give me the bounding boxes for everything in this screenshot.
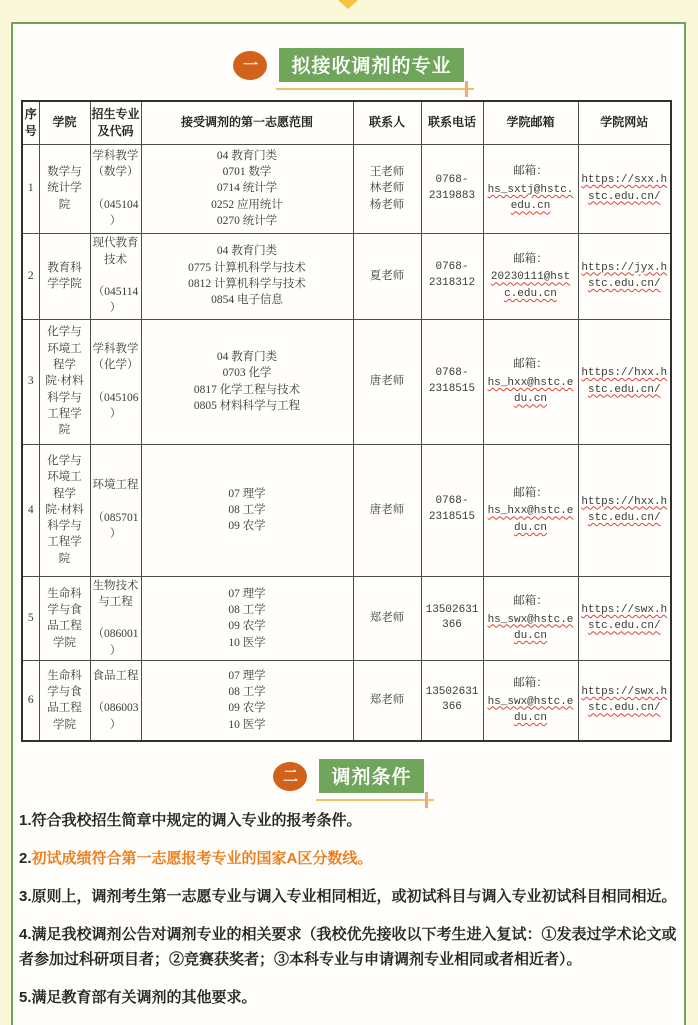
website-cell [578, 661, 671, 741]
condition-item [19, 808, 680, 833]
phone-cell: 0768- 2319883 [421, 144, 483, 233]
condition-text: 符合我校招生简章中规定的调入专业的报考条件。 [31, 812, 362, 829]
email-label: 邮箱： [513, 165, 548, 178]
condition-number: 4. [19, 926, 32, 943]
section-2-number-badge [273, 762, 307, 791]
college-cell: 数学与 统计学 院 [39, 144, 90, 233]
email-address: hs_sxtj@hstc.edu.cn [487, 183, 574, 213]
college-cell: 教育科 学学院 [39, 233, 90, 319]
email-label: 邮箱： [513, 252, 548, 265]
table-row [22, 233, 671, 319]
website-link[interactable]: https://hxx.hstc.edu.cn/ [581, 367, 668, 396]
website-cell [578, 144, 671, 233]
website-link[interactable]: https://hxx.hstc.edu.cn/ [581, 495, 668, 524]
condition-text-highlighted: 初试成绩符合第一志愿报考专业的国家A区分数线。 [31, 850, 373, 867]
section-2-header [13, 759, 684, 793]
website-cell [578, 444, 671, 576]
contact-cell: 郑老师 [353, 661, 421, 741]
serial-cell: 1 [22, 144, 39, 233]
email-cell [483, 576, 578, 661]
phone-cell: 13502631 366 [421, 576, 483, 661]
section-1-title-badge: 拟接收调剂的专业 [279, 48, 463, 82]
condition-text: 满足我校调剂公告对调剂专业的相关要求（我校优先接收以下考生进入复试：①发表过学术论文或者参加过科研项目者；②竞赛获奖者；③本科专业与申请调剂专业相同或者相近者）。 [19, 926, 677, 968]
contact-cell: 夏老师 [353, 233, 421, 319]
section-1-number: 一 [242, 56, 258, 74]
email-cell [483, 319, 578, 444]
underline-tick [465, 81, 468, 97]
section-1-header [13, 48, 684, 82]
section-2-title-wrap [319, 759, 423, 793]
section-1-number-badge [233, 51, 267, 80]
scope-cell: 04 教育门类 0703 化学 0817 化学工程与技术 0805 材料科学与工程 [141, 319, 353, 444]
website-cell [578, 576, 671, 661]
contact-cell: 郑老师 [353, 576, 421, 661]
col-header-website: 学院网站 [578, 101, 671, 144]
phone-cell: 0768- 2318515 [421, 444, 483, 576]
major-code-cell: 学科教学 （化学） （045106 ） [90, 319, 141, 444]
table-row [22, 444, 671, 576]
condition-number: 1. [19, 812, 32, 829]
college-cell: 生命科 学与食 品工程 学院 [39, 576, 90, 661]
table-row [22, 661, 671, 741]
website-cell [578, 319, 671, 444]
college-cell: 化学与 环境工 程学 院·材料 科学与 工程学 院 [39, 319, 90, 444]
condition-number: 5. [19, 989, 32, 1006]
email-address: hs_hxx@hstc.edu.cn [487, 376, 574, 406]
major-code-cell: 学科教学 （数学） （045104 ） [90, 144, 141, 233]
email-cell [483, 233, 578, 319]
contact-cell: 唐老师 [353, 319, 421, 444]
condition-item [19, 846, 680, 871]
col-header-college: 学院 [39, 101, 90, 144]
email-label: 邮箱： [513, 677, 548, 690]
website-link[interactable]: https://swx.hstc.edu.cn/ [581, 685, 668, 715]
condition-item [19, 884, 680, 909]
college-cell: 化学与 环境工 程学 院·材料 科学与 工程学 院 [39, 444, 90, 576]
serial-cell: 5 [22, 576, 39, 661]
serial-cell: 3 [22, 319, 39, 444]
condition-number: 3. [19, 888, 32, 905]
col-header-scope: 接受调剂的第一志愿范围 [141, 101, 353, 144]
contact-cell: 唐老师 [353, 444, 421, 576]
col-header-phone: 联系电话 [421, 101, 483, 144]
email-cell [483, 661, 578, 741]
contact-cell: 王老师 林老师 杨老师 [353, 144, 421, 233]
major-code-cell: 食品工程 （086003 ） [90, 661, 141, 741]
condition-text: 原则上，调剂考生第一志愿专业与调入专业相同相近，或初试科目与调入专业初试科目相同相近。 [31, 888, 677, 905]
table-row [22, 576, 671, 661]
conditions-list [19, 808, 680, 1023]
scope-cell: 07 理学 08 工学 09 农学 10 医学 [141, 661, 353, 741]
email-label: 邮箱： [513, 595, 548, 608]
condition-number: 2. [19, 850, 32, 867]
table-header-row [22, 101, 671, 144]
email-address: hs_swx@hstc.edu.cn [487, 613, 574, 643]
content-panel [11, 22, 686, 1025]
condition-text: 满足教育部有关调剂的其他要求。 [31, 989, 257, 1006]
section-2-number: 二 [282, 767, 298, 785]
condition-item [19, 985, 680, 1010]
scope-cell: 04 教育门类 0701 数学 0714 统计学 0252 应用统计 0270 统计学 [141, 144, 353, 233]
email-address: hs_hxx@hstc.edu.cn [487, 505, 574, 534]
transfer-majors-table [21, 100, 672, 742]
major-code-cell: 生物技术 与工程 （086001 ） [90, 576, 141, 661]
major-code-cell: 环境工程 （085701 ） [90, 444, 141, 576]
serial-cell: 4 [22, 444, 39, 576]
col-header-major-code: 招生专业及代码 [90, 101, 141, 144]
table-row [22, 319, 671, 444]
table-row [22, 144, 671, 233]
phone-cell: 0768- 2318312 [421, 233, 483, 319]
major-code-cell: 现代教育 技术 （045114 ） [90, 233, 141, 319]
email-cell [483, 144, 578, 233]
college-cell: 生命科 学与食 品工程 学院 [39, 661, 90, 741]
email-address: hs_swx@hstc.edu.cn [487, 695, 574, 725]
section-2-title-badge: 调剂条件 [319, 759, 423, 793]
underline-tick [425, 792, 428, 808]
col-header-contact: 联系人 [353, 101, 421, 144]
email-label: 邮箱： [513, 486, 548, 499]
email-cell [483, 444, 578, 576]
website-link[interactable]: https://sxx.hstc.edu.cn/ [581, 174, 668, 203]
phone-cell: 13502631 366 [421, 661, 483, 741]
section-2-underline [316, 799, 433, 801]
scope-cell: 07 理学 08 工学 09 农学 10 医学 [141, 576, 353, 661]
phone-cell: 0768- 2318515 [421, 319, 483, 444]
website-link[interactable]: https://jyx.hstc.edu.cn/ [581, 261, 668, 290]
section-1-title-wrap [279, 48, 463, 82]
down-arrow-icon [338, 0, 358, 9]
condition-item [19, 922, 680, 972]
email-address: 20230111@hstc.edu.cn [490, 271, 571, 300]
website-cell [578, 233, 671, 319]
serial-cell: 2 [22, 233, 39, 319]
col-header-email: 学院邮箱 [483, 101, 578, 144]
scope-cell: 07 理学 08 工学 09 农学 [141, 444, 353, 576]
website-link[interactable]: https://swx.hstc.edu.cn/ [581, 603, 668, 633]
section-1-underline [276, 88, 473, 90]
serial-cell: 6 [22, 661, 39, 741]
col-header-no: 序号 [22, 101, 39, 144]
email-label: 邮箱： [513, 358, 548, 371]
scope-cell: 04 教育门类 0775 计算机科学与技术 0812 计算机科学与技术 0854 电子信息 [141, 233, 353, 319]
